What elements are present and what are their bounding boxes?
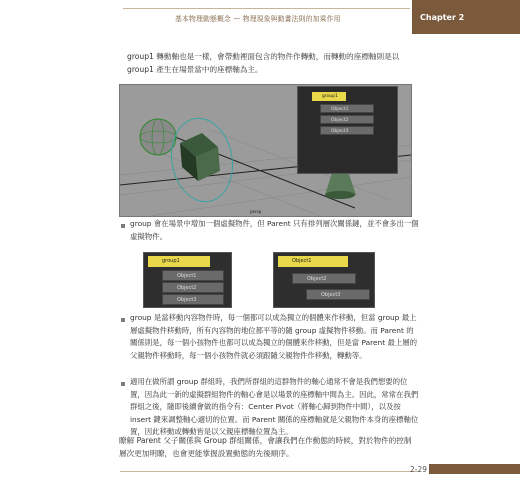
header-rule [123,8,410,9]
footer-rule [120,471,420,472]
parent-shot-item-object3[interactable]: Object3 [306,289,370,300]
bullet-2-text: group 是當移動內容物件時，每一個都可以成為獨立的個體來作移動，但當 group 最上層虛擬物件移動時，所有內容物的地位都平等的隨 group 虛擬物件移動。而 Parent 的關係則是，每一個小孩物件也都可以成為獨立的個體來作移動，但是當 Parent 最上層的父親物件移動時，每一個小孩物件就必須跟隨父親物件作移動，轉動等。 [130,313,418,360]
group-shot-item-object1[interactable]: Object1 [162,270,224,281]
outliner-item-object1[interactable]: Object1 [320,104,374,113]
chapter-tag [412,0,520,34]
page-block [429,464,520,474]
outliner-item-object3[interactable]: Object3 [320,126,374,135]
outliner-group-shot [143,252,232,308]
viewport-label: persp [250,209,262,214]
page-number: 2-29 [410,465,428,474]
viewport-outliner [297,86,398,174]
bullet-marker [121,318,125,322]
closing-paragraph: 瞭解 Parent 父子關係與 Group 群組關係，會讓我們在作動態的時候，對於物件的控制層次更加明瞭，也會更能掌握設置動態的先後順序。 [119,436,412,458]
chapter-label: Chapter 2 [420,13,465,22]
outliner-parent-shot [273,252,375,308]
bullet-marker [121,224,125,228]
parent-shot-item-object2[interactable]: Object2 [292,273,356,284]
intro-paragraph: group1 轉動軸也是一樣，會帶動裡面包含的物件作轉動，而轉動的座標軸則是以 group1 產生在場景當中的座標軸為主。 [127,52,400,74]
running-title: 基本物理動態概念 — 物理現象與動畫法則的加乘作用 [175,15,341,23]
outliner-item-object2[interactable]: Object2 [320,115,374,124]
bullet-1-text: group 會在場景中增加一個虛擬物件，但 Parent 只有排列層次關係鏈，並不會多出一個虛擬物件。 [130,219,419,241]
bullet-marker [121,382,125,386]
group-shot-item-group1[interactable]: group1 [148,256,210,267]
parent-shot-item-object1[interactable]: Object1 [278,256,348,267]
group-shot-item-object2[interactable]: Object2 [162,282,224,293]
sphere-object [140,119,176,155]
group-shot-item-object3[interactable]: Object3 [162,294,224,305]
bullet-3-text: 適用在做所謂 group 群組時，我們所群組的這群物件的軸心通常不會是我們想要的位置，因為此一新的虛擬群組物件的軸心會是以場景的座標軸中間為主。因此，常常在我們群組之後，隨即後續會做的指令有：Center Pivot（將軸心歸到物件中間），以及按 insert 鍵來調整軸心適切的位置。而 Parent 關係的座標軸就是父親物件本身的座標軸位置，因此移動或轉動皆是以父親座標軸位置為主。 [130,377,419,436]
outliner-item-group1[interactable]: group1 [312,92,346,101]
